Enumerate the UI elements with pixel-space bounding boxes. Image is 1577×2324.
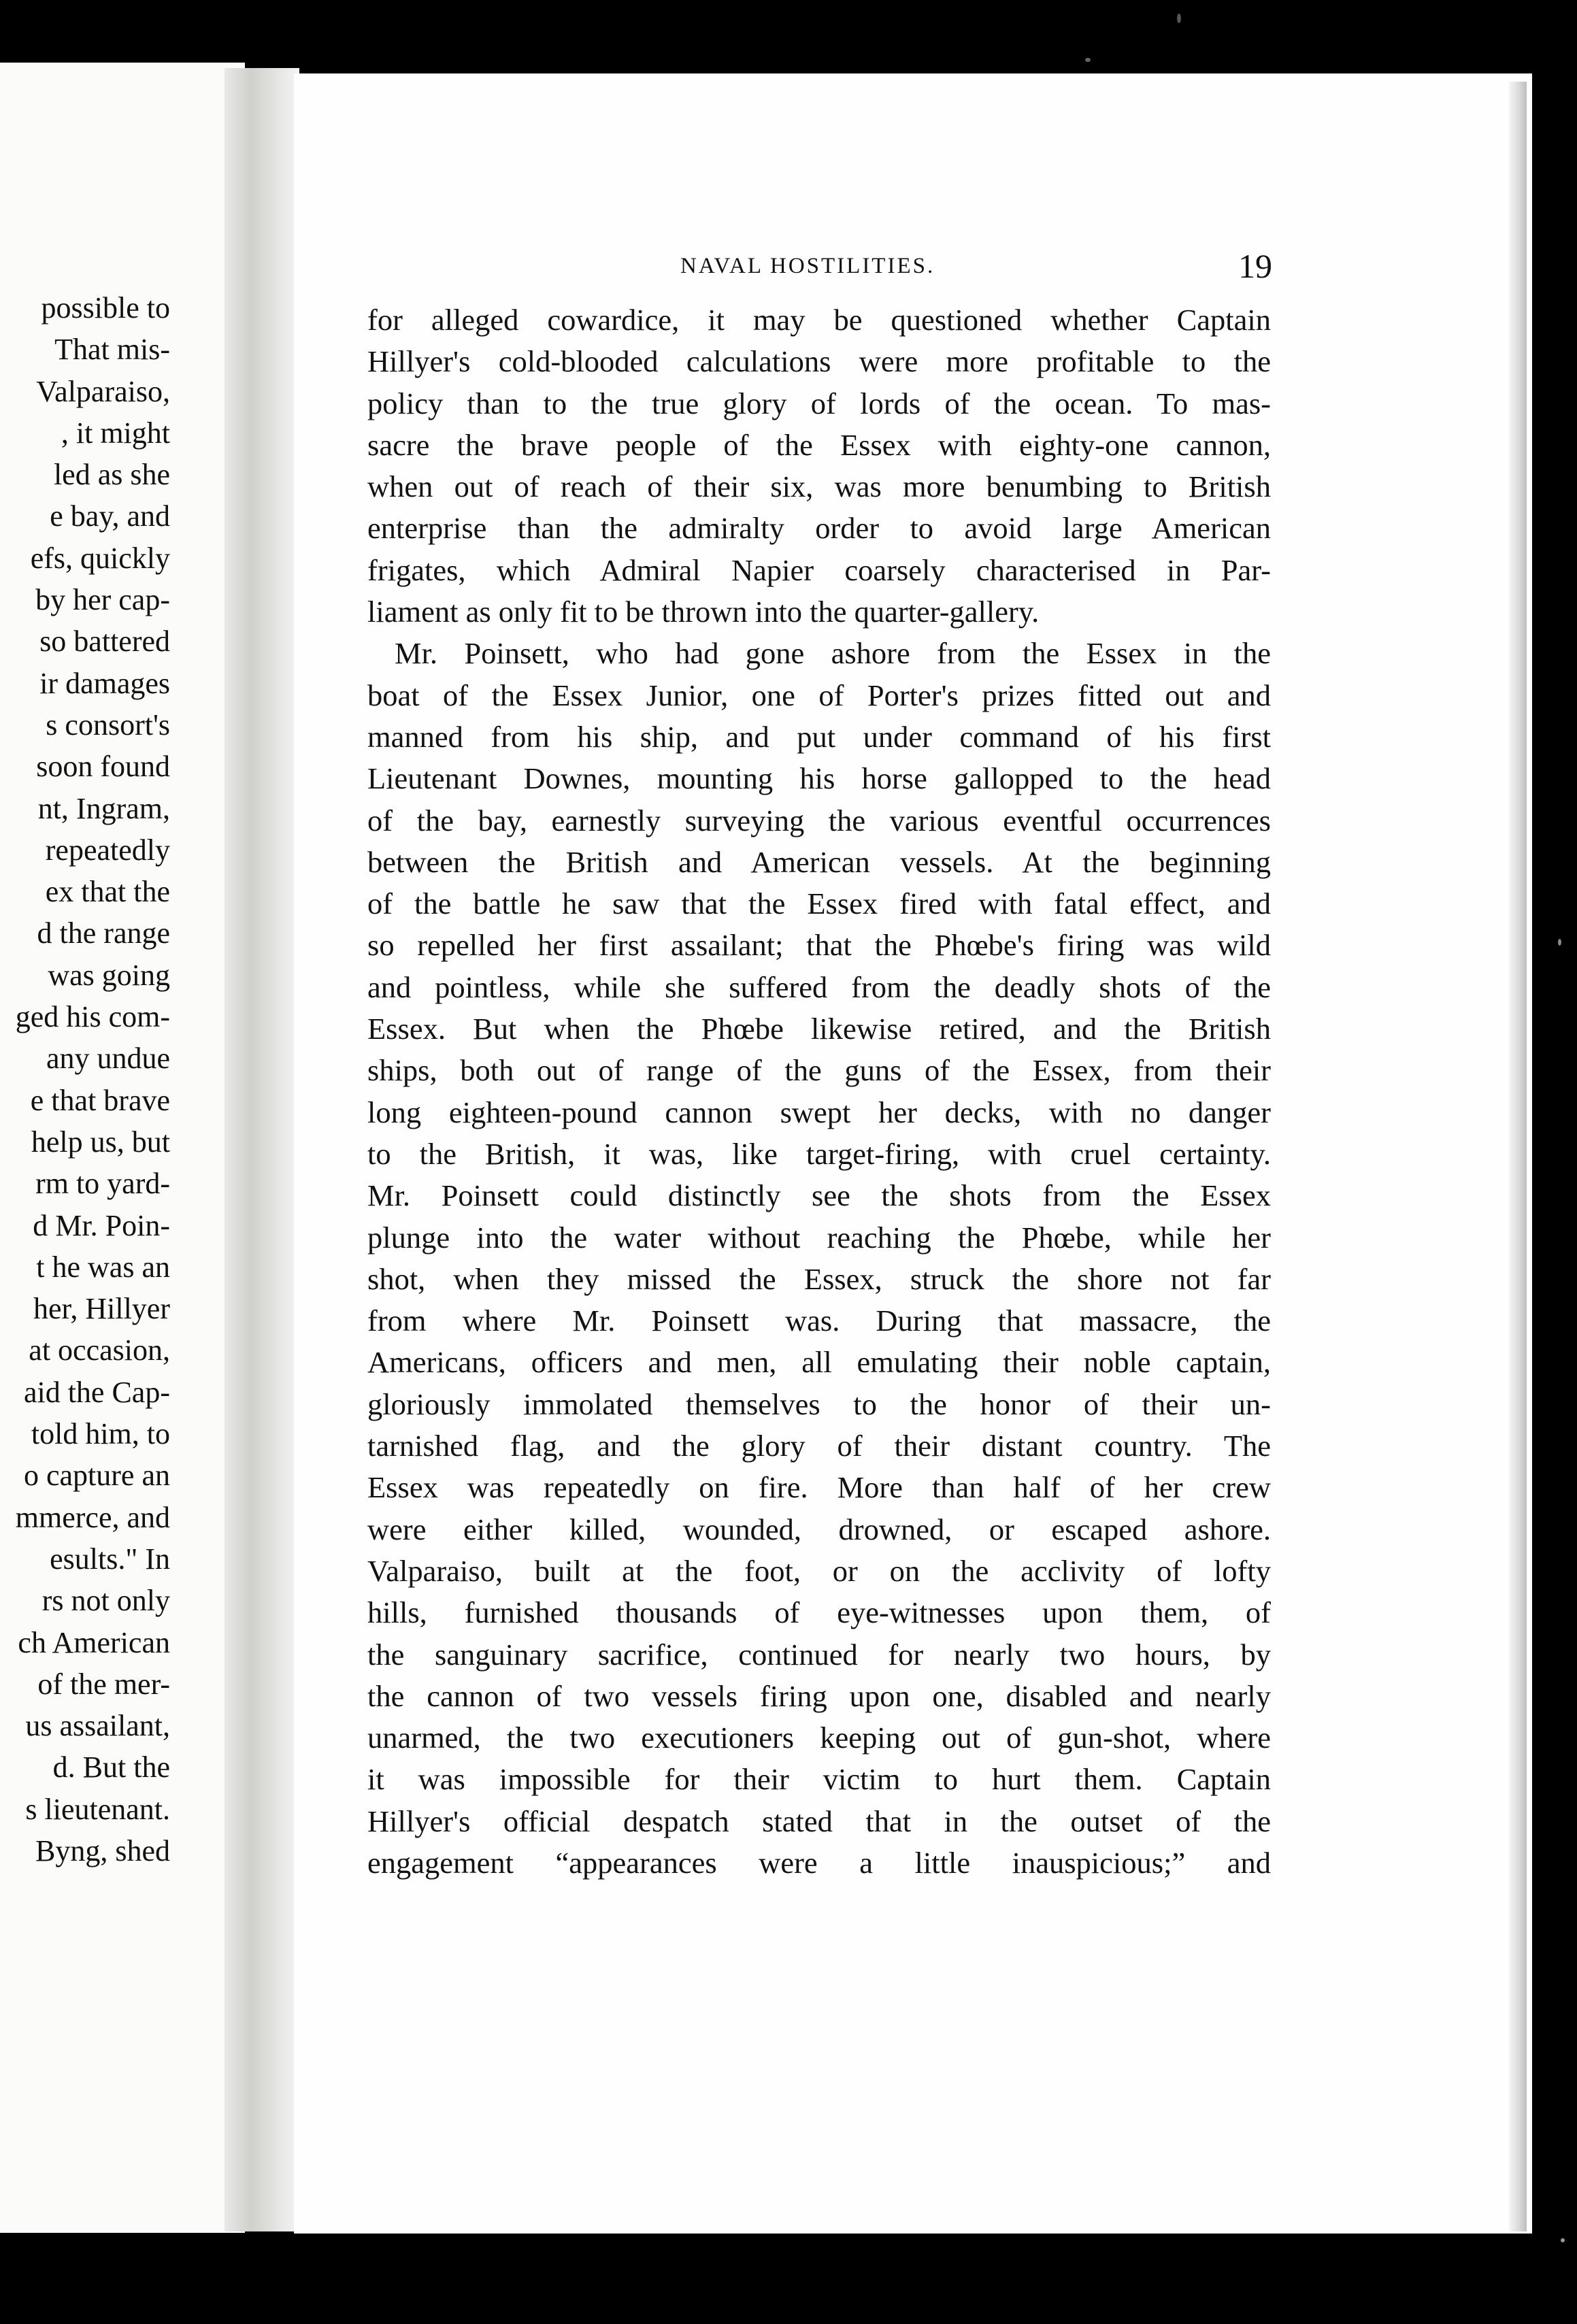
scan-speck xyxy=(1177,14,1181,23)
left-page-line: by her cap- xyxy=(35,583,170,617)
page-number: 19 xyxy=(1238,247,1272,285)
left-page-line: Valparaiso, xyxy=(36,374,170,408)
left-page-line: That mis- xyxy=(54,333,170,367)
left-page-line: ir damages xyxy=(39,666,170,700)
body-text xyxy=(367,299,1271,1884)
left-page-line: soon found xyxy=(36,750,170,784)
left-page-line: any undue xyxy=(46,1042,170,1076)
left-page-line: was going xyxy=(48,958,170,992)
body-line: of the battle he saw that the Essex fired with fatal effect, and xyxy=(367,886,1271,921)
left-page-line: told him, to xyxy=(31,1417,170,1451)
body-line: Hillyer's official despatch stated that in the outset of the xyxy=(367,1804,1271,1838)
body-line: sacre the brave people of the Essex with eighty-one cannon, xyxy=(367,427,1271,462)
body-line: so repelled her first assailant; that the Phœbe's firing was wild xyxy=(367,928,1271,963)
body-line: engagement “appearances were a little inauspicious;” and xyxy=(367,1845,1271,1880)
left-page-line: d Mr. Poin- xyxy=(33,1208,170,1242)
body-line: liament as only fit to be thrown into the quarter-gallery. xyxy=(367,595,1040,629)
body-line: Mr. Poinsett could distinctly see the shots from the Essex xyxy=(367,1178,1271,1213)
scan-speck xyxy=(1561,2238,1565,2242)
left-page-line: Byng, shed xyxy=(35,1833,170,1868)
left-page-line: s lieutenant. xyxy=(25,1792,170,1826)
left-page-line: so battered xyxy=(39,625,170,659)
body-line: ships, both out of range of the guns of the Essex, from their xyxy=(367,1053,1271,1088)
left-page-line: e that brave xyxy=(30,1083,170,1117)
left-page-line: us assailant, xyxy=(25,1709,170,1743)
scan-speck xyxy=(1085,58,1091,62)
book-gutter xyxy=(225,68,299,2231)
body-line: tarnished flag, and the glory of their distant country. The xyxy=(367,1429,1271,1463)
body-line: hills, furnished thousands of eye-witnesses upon them, of xyxy=(367,1595,1271,1630)
left-page-line: ch American xyxy=(18,1625,170,1659)
body-line: boat of the Essex Junior, one of Porter's prizes fitted out and xyxy=(367,678,1271,712)
left-page-line: , it might xyxy=(61,416,170,450)
left-page-line: ged his com- xyxy=(15,1000,170,1034)
left-page-line: help us, but xyxy=(31,1125,170,1159)
body-line: of the bay, earnestly surveying the various eventful occurrences xyxy=(367,803,1271,837)
left-page-line: ex that the xyxy=(45,875,170,909)
left-page-line: mmerce, and xyxy=(15,1500,170,1534)
body-line: between the British and American vessels. At the beginning xyxy=(367,844,1271,879)
left-page-line: esults." In xyxy=(50,1542,170,1576)
body-line: from where Mr. Poinsett was. During that massacre, the xyxy=(367,1304,1271,1338)
left-page-line: d the range xyxy=(37,916,170,950)
body-line: Mr. Poinsett, who had gone ashore from the Essex in the xyxy=(395,636,1271,671)
left-page-line: efs, quickly xyxy=(30,541,170,575)
body-line: unarmed, the two executioners keeping out of gun-shot, where xyxy=(367,1721,1271,1755)
body-line: manned from his ship, and put under command of his first xyxy=(367,719,1271,754)
body-line: plunge into the water without reaching the Phœbe, while her xyxy=(367,1220,1271,1255)
body-line: Essex was repeatedly on fire. More than half of her crew xyxy=(367,1470,1271,1505)
body-line: enterprise than the admiralty order to avoid large American xyxy=(367,511,1271,546)
left-page-line: aid the Cap- xyxy=(23,1375,170,1409)
body-line: the sanguinary sacrifice, continued for nearly two hours, by xyxy=(367,1637,1271,1672)
page-edge-shadow xyxy=(1509,82,1527,2231)
left-page-line: possible to xyxy=(41,291,170,325)
body-line: it was impossible for their victim to hurt them. Captain xyxy=(367,1762,1271,1797)
scan-speck xyxy=(1558,939,1561,946)
body-line: long eighteen-pound cannon swept her decks, with no danger xyxy=(367,1095,1271,1129)
left-page-line: her, Hillyer xyxy=(33,1292,170,1326)
left-page-line: repeatedly xyxy=(45,833,170,867)
body-line: Americans, officers and men, all emulating their noble captain, xyxy=(367,1345,1271,1380)
left-page-line: s consort's xyxy=(46,708,170,742)
body-line: the cannon of two vessels firing upon one, disabled and nearly xyxy=(367,1678,1271,1713)
body-line: were either killed, wounded, drowned, or escaped ashore. xyxy=(367,1512,1271,1546)
body-line: frigates, which Admiral Napier coarsely characterised in Par- xyxy=(367,552,1271,587)
left-page-line: rm to yard- xyxy=(35,1167,170,1201)
body-line: Lieutenant Downes, mounting his horse gallopped to the head xyxy=(367,761,1271,796)
body-line: policy than to the true glory of lords of the ocean. To mas- xyxy=(367,386,1271,420)
body-line: shot, when they missed the Essex, struck the shore not far xyxy=(367,1261,1271,1296)
left-page-line: t he was an xyxy=(36,1250,170,1284)
body-line: Essex. But when the Phœbe likewise retired, and the British xyxy=(367,1012,1271,1046)
left-page-line: of the mer- xyxy=(37,1667,170,1701)
left-facing-page xyxy=(0,63,245,2233)
body-line: gloriously immolated themselves to the honor of their un- xyxy=(367,1387,1271,1421)
body-line: when out of reach of their six, was more benumbing to British xyxy=(367,469,1271,504)
left-page-line: d. But the xyxy=(52,1750,170,1784)
left-page-text xyxy=(0,287,170,1872)
left-page-line: o capture an xyxy=(24,1459,170,1493)
body-line: Hillyer's cold-blooded calculations were more profitable to the xyxy=(367,344,1271,379)
body-line: and pointless, while she suffered from the deadly shots of the xyxy=(367,969,1271,1004)
left-page-line: rs not only xyxy=(42,1584,170,1618)
left-page-line: led as she xyxy=(53,458,170,492)
left-page-line: nt, Ingram, xyxy=(37,791,170,825)
body-line: for alleged cowardice, it may be questioned whether Captain xyxy=(367,303,1271,337)
body-line: Valparaiso, built at the foot, or on the acclivity of lofty xyxy=(367,1553,1271,1588)
left-page-line: e bay, and xyxy=(50,499,170,533)
running-head: NAVAL HOSTILITIES. xyxy=(680,254,935,278)
body-line: to the British, it was, like target-firing, with cruel certainty. xyxy=(367,1136,1271,1171)
left-page-line: at occasion, xyxy=(29,1333,170,1367)
